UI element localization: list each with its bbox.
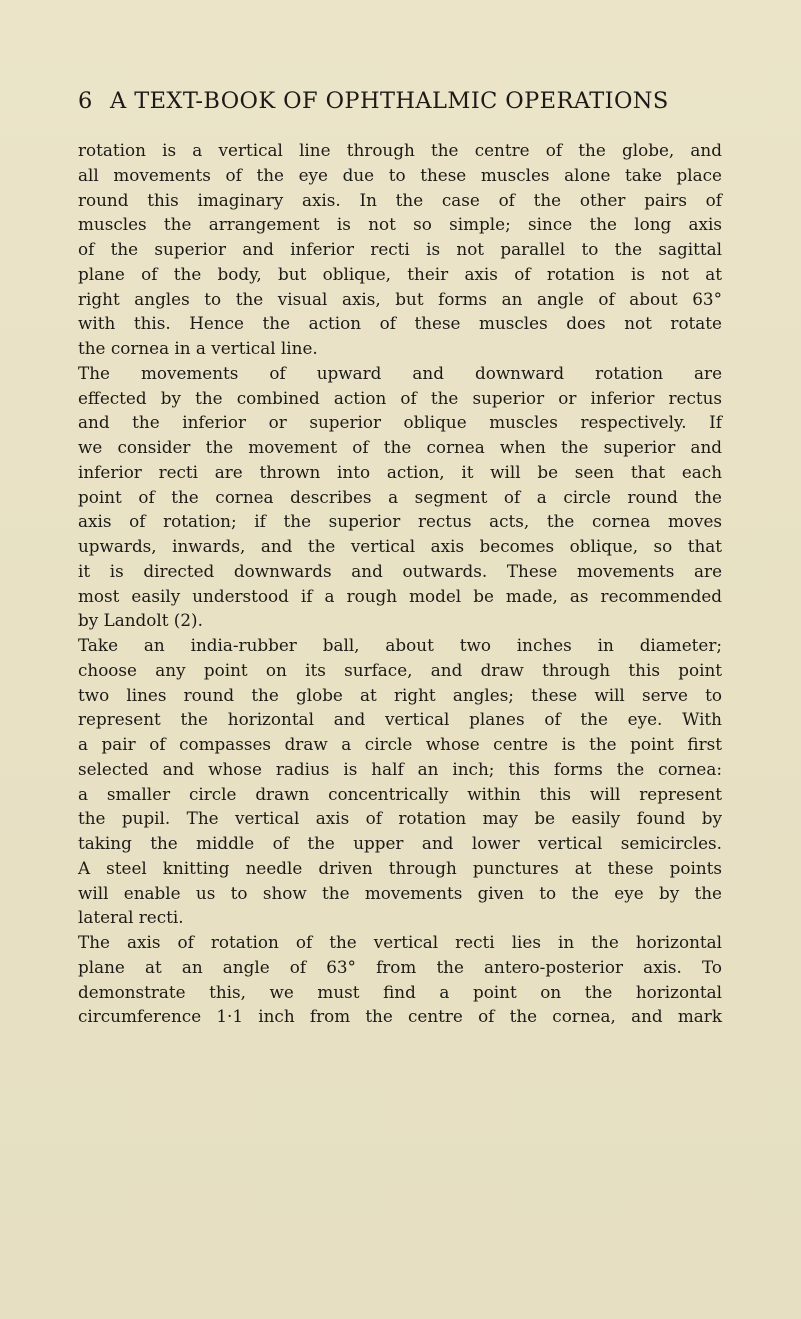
text-line: The axis of rotation of the vertical recti lies in the horizontal (78, 932, 722, 952)
text-line: we consider the movement of the cornea when the superior and (78, 437, 722, 457)
text-line: by Landolt (2). (78, 610, 203, 631)
text-line: and the inferior or superior oblique muscles respectively. If (78, 412, 722, 433)
text-line: Take an india-rubber ball, about two inches in diameter; (78, 635, 722, 655)
text-line: all movements of the eye due to these muscles alone take place (78, 164, 722, 185)
running-head (78, 88, 718, 120)
text-line: axis of rotation; if the superior rectus acts, the cornea moves (78, 511, 722, 532)
text-line: inferior recti are thrown into action, it will be seen that each (78, 461, 722, 482)
text-line: demonstrate this, we must find a point on the horizontal (78, 981, 722, 1002)
text-line: two lines round the globe at right angles; these will serve to (78, 684, 722, 705)
text-line: circumference 1·1 inch from the centre of the cornea, and mark (78, 1006, 722, 1027)
page-number: 6 (78, 88, 93, 114)
text-line: A steel knitting needle driven through punctures at these points (78, 857, 722, 878)
text-line: a pair of compasses draw a circle whose centre is the point first (78, 734, 722, 754)
text-line: round this imaginary axis. In the case of the other pairs of (78, 189, 722, 210)
text-line: rotation is a vertical line through the centre of the globe, and (78, 140, 722, 160)
text-line: it is directed downwards and outwards. These movements are (78, 560, 722, 581)
text-line: a smaller circle drawn concentrically within this will represent (78, 783, 722, 804)
text-line: the cornea in a vertical line. (78, 338, 318, 358)
text-line: represent the horizontal and vertical planes of the eye. With (78, 709, 722, 730)
text-line: of the superior and inferior recti is not parallel to the sagittal (78, 239, 722, 259)
text-line: effected by the combined action of the superior or inferior rectus (78, 387, 722, 408)
text-line: choose any point on its surface, and draw through this point (78, 659, 722, 680)
text-line: will enable us to show the movements given to the eye by the (78, 882, 722, 903)
text-line: plane of the body, but oblique, their axis of rotation is not at (78, 263, 722, 284)
text-line: muscles the arrangement is not so simple; since the long axis (78, 214, 722, 235)
text-line: plane at an angle of 63° from the antero-posterior axis. To (78, 956, 722, 977)
text-line: point of the cornea describes a segment of a circle round the (78, 486, 722, 507)
text-line: taking the middle of the upper and lower vertical semicircles. (78, 833, 722, 853)
text-line: most easily understood if a rough model be made, as recommended (78, 585, 722, 606)
text-line: right angles to the visual axis, but forms an angle of about 63° (78, 288, 722, 309)
text-line: with this. Hence the action of these muscles does not rotate (78, 313, 722, 334)
body-text (78, 138, 722, 1029)
text-line: The movements of upward and downward rotation are (78, 362, 722, 383)
text-line: upwards, inwards, and the vertical axis becomes oblique, so that (78, 536, 722, 556)
text-line: the pupil. The vertical axis of rotation may be easily found by (78, 808, 722, 829)
text-line: selected and whose radius is half an inch; this forms the cornea: (78, 758, 722, 779)
running-head-title: A TEXT-BOOK OF OPHTHALMIC OPERATIONS (110, 88, 669, 114)
text-line: lateral recti. (78, 907, 184, 928)
